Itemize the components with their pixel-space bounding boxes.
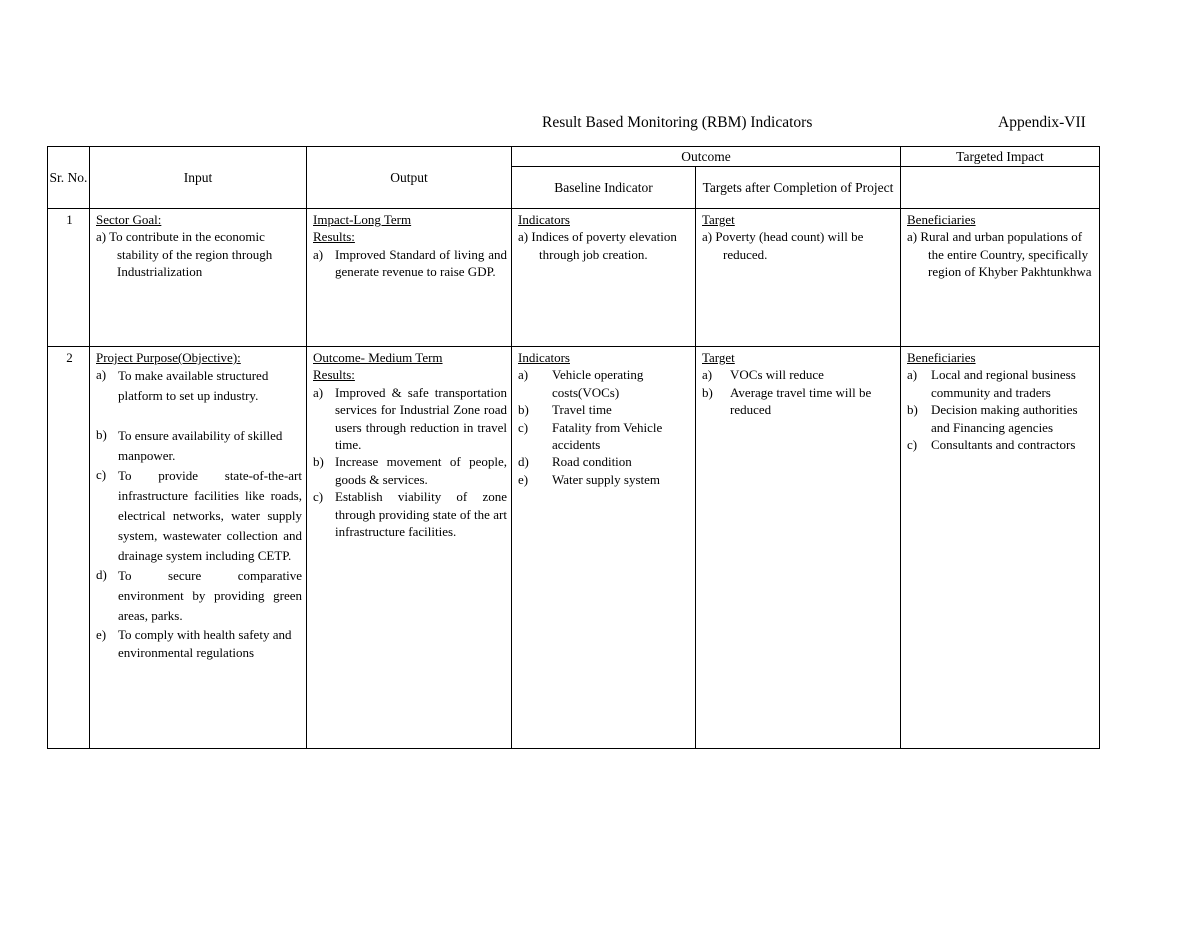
- list-item: e) To comply with health safety and environmental regulations: [96, 627, 292, 660]
- list-item: a) Improved & safe transportation services for Industrial Zone road users through reduction in travel time.: [313, 384, 507, 453]
- output-cell: [307, 209, 511, 285]
- list-item: a) Vehicle operating costs(VOCs): [518, 367, 644, 400]
- targets-cell: [696, 209, 900, 267]
- input-cell: [90, 347, 306, 665]
- input-cell: [90, 209, 306, 285]
- section-heading: Target: [702, 212, 735, 227]
- header-sr: Sr. No.: [48, 147, 90, 209]
- page-title: Result Based Monitoring (RBM) Indicators: [542, 114, 813, 131]
- list-item: b) Travel time: [518, 402, 612, 418]
- header-targeted-impact: Targeted Impact: [901, 147, 1100, 167]
- section-heading: Indicators: [518, 212, 570, 227]
- section-heading: Beneficiaries: [907, 212, 976, 227]
- list-item: a) Improved Standard of living and generate revenue to raise GDP.: [313, 246, 507, 280]
- list-item: a) Indices of poverty elevation through job creation.: [518, 229, 677, 262]
- header-impact-blank: [901, 167, 1100, 209]
- section-heading: Project Purpose(Objective):: [96, 350, 241, 365]
- header-baseline: Baseline Indicator: [512, 167, 696, 209]
- baseline-cell: [512, 347, 695, 492]
- list-item: a) Poverty (head count) will be reduced.: [702, 229, 864, 262]
- list-item: c) Consultants and contractors: [907, 437, 1076, 453]
- header-input: Input: [90, 147, 307, 209]
- section-subheading: Results:: [313, 229, 355, 245]
- list-item: a) Rural and urban populations of the entire Country, specifically region of Khyber Pakhtunkhwa: [907, 229, 1092, 280]
- list-item: d) To secure comparative environment by providing green areas, parks.: [96, 567, 302, 624]
- section-heading: Target: [702, 350, 735, 365]
- list-item: a) To contribute in the economic stability of the region through Industrialization: [96, 229, 273, 280]
- section-heading: Impact-Long Term: [313, 212, 412, 227]
- impact-cell: [901, 347, 1099, 457]
- impact-cell: [901, 209, 1099, 285]
- list-item: b) To ensure availability of skilled manpower.: [96, 427, 283, 464]
- list-item: d) Road condition: [518, 454, 632, 470]
- table-row: [48, 209, 1100, 347]
- header-targets: Targets after Completion of Project: [696, 167, 901, 209]
- list-item: c) Fatality from Vehicle accidents: [518, 419, 663, 453]
- section-heading: Indicators: [518, 350, 570, 365]
- section-subheading: Results:: [313, 367, 355, 383]
- baseline-cell: [512, 209, 695, 267]
- header-output: Output: [307, 147, 512, 209]
- section-heading: Beneficiaries: [907, 350, 976, 365]
- list-item: a) To make available structured platform to set up industry.: [96, 367, 269, 404]
- appendix-label: Appendix-VII: [998, 114, 1086, 131]
- output-cell: [307, 347, 511, 544]
- row-number: 1: [66, 212, 73, 227]
- list-item: c) To provide state-of-the-art infrastructure facilities like roads, electrical networks, water supply system, wastewater collection and drainage system including CETP.: [96, 467, 302, 564]
- list-item: e) Water supply system: [518, 471, 660, 487]
- table-row: [48, 347, 1100, 749]
- list-item: a) VOCs will reduce: [702, 367, 824, 383]
- rbm-table: [47, 146, 1100, 749]
- section-heading: Sector Goal:: [96, 212, 162, 227]
- list-item: c) Establish viability of zone through providing state of the art infrastructure facilities.: [313, 489, 507, 540]
- list-item: b) Increase movement of people, goods & services.: [313, 454, 507, 487]
- section-heading: Outcome- Medium Term: [313, 350, 443, 365]
- list-item: b) Average travel time will be reduced: [702, 384, 872, 418]
- header-outcome: Outcome: [512, 147, 901, 167]
- row-number: 2: [66, 350, 73, 365]
- list-item: a) Local and regional business community and traders: [907, 367, 1076, 400]
- targets-cell: [696, 347, 900, 423]
- list-item: b) Decision making authorities and Financing agencies: [907, 402, 1078, 435]
